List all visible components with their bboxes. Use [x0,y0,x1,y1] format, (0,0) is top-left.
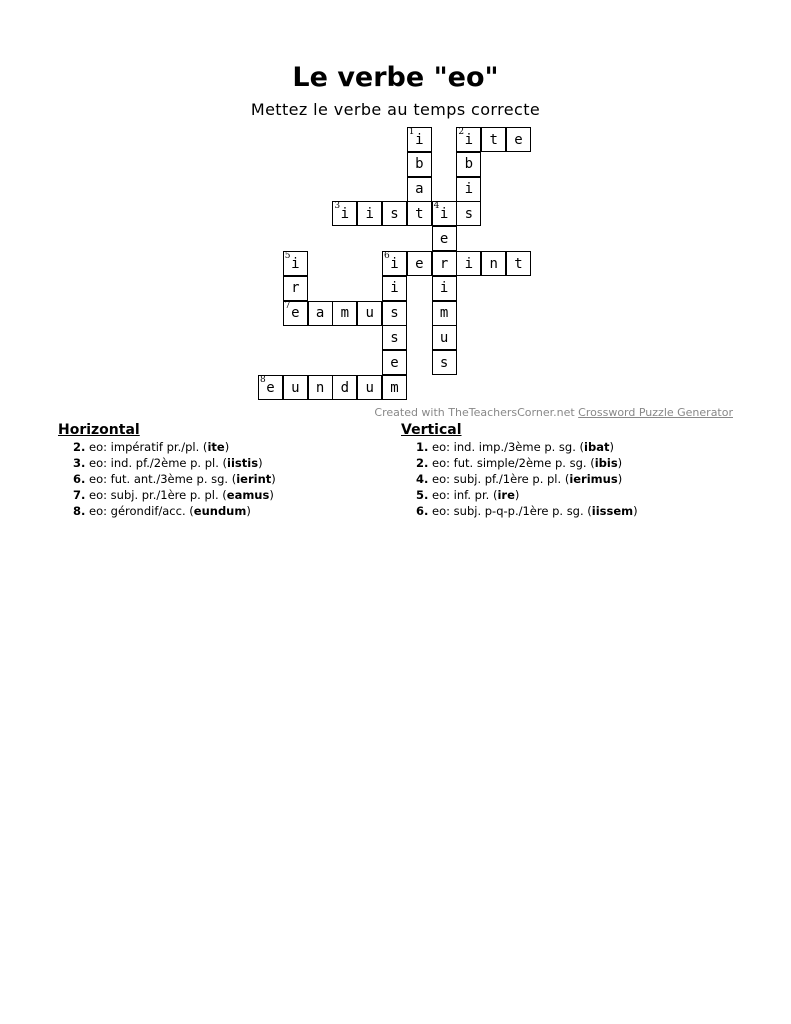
cell-letter: e [291,305,300,322]
cell-letter: n [489,255,498,272]
grid-cell[interactable] [382,350,407,375]
cell-letter: i [439,280,449,297]
cell-letter: s [464,205,474,222]
cell-letter: i [390,280,399,297]
cell-letter: r [291,280,300,297]
grid-cell[interactable] [382,375,407,400]
clue-number: 8 [260,375,266,385]
credit-text: Created with TheTeachersCorner.net [374,406,575,419]
cell-letter: i [439,205,449,222]
grid-cell[interactable] [407,177,432,202]
grid-cell[interactable] [357,301,382,326]
cell-letter: i [464,131,474,148]
cell-letter: u [439,329,449,346]
cell-letter: i [340,205,350,222]
grid-cell[interactable] [283,251,308,276]
grid-cell[interactable] [308,375,333,400]
grid-cell[interactable] [283,375,308,400]
horizontal-clues [58,422,398,520]
cell-letter: u [365,305,374,322]
cell-letter: u [365,379,374,396]
clue-item: 6. eo: fut. ant./3ème p. sg. (ierint) [73,472,276,486]
clue-item: 5. eo: inf. pr. (ire) [416,488,520,502]
cell-letter: m [390,379,399,396]
clue-number: 7 [284,300,291,311]
clue-item: 8. eo: gérondif/acc. (eundum) [73,504,251,518]
grid-cell[interactable] [456,177,481,202]
grid-cell[interactable] [456,251,481,276]
cell-letter: d [340,379,350,396]
cell-letter: e [390,354,399,371]
grid-cell[interactable] [382,325,407,350]
clue-item: 7. eo: subj. pr./1ère p. pl. (eamus) [73,488,274,502]
cell-letter: s [390,305,399,322]
cell-letter: r [439,255,449,272]
cell-letter: m [340,305,350,322]
cell-letter: b [464,156,474,173]
grid-cell[interactable] [506,251,531,276]
cell-letter: e [439,230,449,247]
cell-letter: s [390,205,399,222]
cell-letter: b [415,156,424,173]
grid-cell[interactable] [382,276,407,301]
grid-cell[interactable] [456,201,481,226]
cell-letter: i [464,181,474,198]
grid-cell[interactable] [432,276,457,301]
cell-letter: s [439,354,449,371]
clue-item: 2. eo: fut. simple/2ème p. sg. (ibis) [416,456,623,470]
clue-item: 2. eo: impératif pr./pl. (ite) [73,440,230,454]
cell-letter: i [291,255,300,272]
credit-line [374,406,733,419]
clue-number: 3 [334,201,341,212]
cell-letter: u [291,379,300,396]
grid-cell[interactable] [407,201,432,226]
grid-cell[interactable] [382,251,407,276]
cell-letter: i [464,255,474,272]
grid-cell[interactable] [332,201,357,226]
grid-cell[interactable] [407,152,432,177]
crossword-generator-link[interactable]: Crossword Puzzle Generator [578,406,733,419]
cell-letter: t [489,131,498,148]
cell-letter: t [514,255,523,272]
grid-cell[interactable] [283,301,308,326]
clue-item: 1. eo: ind. imp./3ème p. sg. (ibat) [416,440,614,454]
cell-letter: a [315,305,325,322]
grid-cell[interactable] [432,350,457,375]
grid-cell[interactable] [283,276,308,301]
cell-letter: e [266,379,275,396]
clue-item: 3. eo: ind. pf./2ème p. pl. (iistis) [73,456,263,470]
grid-cell[interactable] [506,127,531,152]
cell-letter: i [365,205,374,222]
vertical-clues [401,422,741,520]
page-subtitle: Mettez le verbe au temps correcte [250,100,541,119]
grid-cell[interactable] [432,201,457,226]
page-title: Le verbe "eo" [292,62,499,93]
grid-cell[interactable] [382,301,407,326]
grid-cell[interactable] [407,251,432,276]
cell-letter: n [315,379,325,396]
grid-cell[interactable] [432,301,457,326]
grid-cell[interactable] [432,251,457,276]
cell-letter: i [415,131,424,148]
grid-cell[interactable] [481,251,506,276]
grid-cell[interactable] [432,226,457,251]
cell-letter: e [514,131,523,148]
grid-cell[interactable] [357,201,382,226]
grid-cell[interactable] [382,201,407,226]
grid-cell[interactable] [481,127,506,152]
grid-cell[interactable] [407,127,432,152]
grid-cell[interactable] [258,375,283,400]
cell-letter: m [439,305,449,322]
grid-cell[interactable] [456,152,481,177]
cell-letter: t [415,205,424,222]
cell-letter: s [390,329,399,346]
cell-letter: a [415,181,424,198]
clue-item: 4. eo: subj. pf./1ère p. pl. (ierimus) [416,472,623,486]
grid-cell[interactable] [432,325,457,350]
clue-number: 4 [433,201,440,212]
cell-letter: e [415,255,424,272]
grid-cell[interactable] [332,301,357,326]
grid-cell[interactable] [332,375,357,400]
vertical-heading: Vertical [401,422,462,438]
grid-cell[interactable] [357,375,382,400]
grid-cell[interactable] [456,127,481,152]
clue-number: 5 [284,251,291,261]
cell-letter: i [390,255,399,272]
clue-number: 6 [384,251,390,261]
clue-number: 2 [458,127,465,137]
clue-number: 1 [408,127,415,137]
horizontal-heading: Horizontal [58,422,140,438]
grid-cell[interactable] [308,301,333,326]
clue-item: 6. eo: subj. p-q-p./1ère p. sg. (iissem) [416,504,638,518]
